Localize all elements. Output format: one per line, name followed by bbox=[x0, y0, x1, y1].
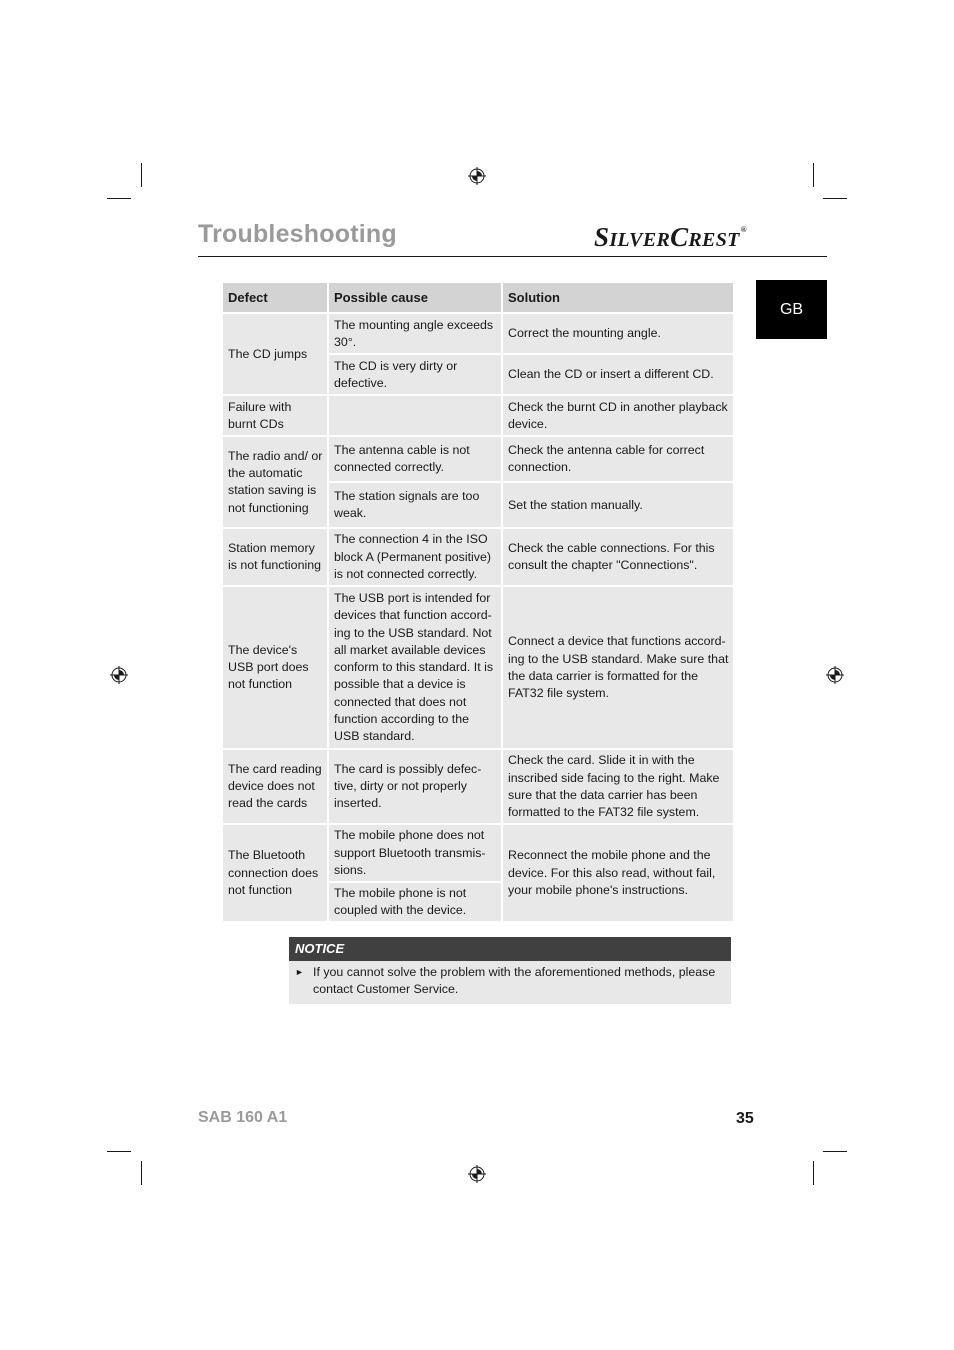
table-header-row bbox=[222, 282, 734, 313]
language-tab: GB bbox=[756, 280, 827, 339]
table-row bbox=[222, 528, 734, 586]
table-row bbox=[222, 586, 734, 749]
defect-cell: The radio and/ or the automatic station saving is not functioning bbox=[222, 436, 328, 528]
cause-cell: The USB port is intended for devices that function according to the USB standard. Not all market available devices conform to this standard. It is possible that a device is connected that does not function according to the USB standard. bbox=[328, 586, 502, 749]
column-header-solution: Solution bbox=[502, 282, 734, 313]
cause-cell: The connection 4 in the ISO block A (Permanent positive) is not connected correctly. bbox=[328, 528, 502, 586]
cause-cell: The station signals are too weak. bbox=[328, 482, 502, 528]
defect-cell: The Bluetooth connection does not function bbox=[222, 824, 328, 922]
model-number: SAB 160 A1 bbox=[198, 1109, 288, 1126]
solution-cell: Clean the CD or insert a different CD. bbox=[502, 354, 734, 395]
crop-mark bbox=[141, 163, 142, 187]
crop-mark bbox=[107, 198, 131, 199]
crop-mark bbox=[813, 1161, 814, 1185]
cause-cell: The mobile phone is not coupled with the device. bbox=[328, 882, 502, 922]
crop-mark bbox=[141, 1161, 142, 1185]
table-row bbox=[222, 749, 734, 824]
brand-logo: SILVERCREST® bbox=[594, 222, 747, 252]
crop-mark bbox=[107, 1151, 131, 1152]
defect-cell: The device's USB port does not function bbox=[222, 586, 328, 749]
bullet-arrow-icon: ► bbox=[295, 967, 304, 977]
crop-mark bbox=[823, 1151, 847, 1152]
registration-mark-icon bbox=[468, 1165, 486, 1183]
notice-heading: NOTICE bbox=[289, 937, 731, 961]
solution-cell: Reconnect the mobile phone and the device. For this also read, without fail, your mobile phone's instructions. bbox=[502, 824, 734, 922]
table-row bbox=[222, 436, 734, 482]
crop-mark bbox=[813, 163, 814, 187]
table-row bbox=[222, 395, 734, 436]
registration-mark-icon bbox=[110, 666, 128, 684]
column-header-defect: Defect bbox=[222, 282, 328, 313]
column-header-cause: Possible cause bbox=[328, 282, 502, 313]
defect-cell: The CD jumps bbox=[222, 313, 328, 395]
defect-cell: Station memory is not functioning bbox=[222, 528, 328, 586]
defect-cell: Failure with burnt CDs bbox=[222, 395, 328, 436]
solution-cell: Set the station manually. bbox=[502, 482, 734, 528]
notice-box bbox=[289, 937, 731, 1004]
solution-cell: Check the burnt CD in another playback device. bbox=[502, 395, 734, 436]
notice-body bbox=[289, 961, 731, 1004]
cause-cell: The antenna cable is not connected correctly. bbox=[328, 436, 502, 482]
table-row bbox=[222, 824, 734, 882]
registration-mark-icon bbox=[468, 167, 486, 185]
cause-cell: The mounting angle exceeds 30°. bbox=[328, 313, 502, 354]
solution-cell: Check the card. Slide it in with the inscribed side facing to the right. Make sure that the data carrier has been formatted to the FAT32 file system. bbox=[502, 749, 734, 824]
header-rule bbox=[198, 256, 827, 257]
defect-cell: The card reading device does not read the cards bbox=[222, 749, 328, 824]
cause-cell: The mobile phone does not support Bluetooth transmissions. bbox=[328, 824, 502, 882]
table-row bbox=[222, 313, 734, 354]
page-number: 35 bbox=[736, 1110, 754, 1127]
solution-cell: Check the cable connections. For this consult the chapter "Connections". bbox=[502, 528, 734, 586]
solution-cell: Connect a device that functions according to the USB standard. Make sure that the data carrier is formatted for the FAT32 file system. bbox=[502, 586, 734, 749]
troubleshooting-table bbox=[221, 281, 735, 923]
solution-cell: Check the antenna cable for correct connection. bbox=[502, 436, 734, 482]
solution-cell: Correct the mounting angle. bbox=[502, 313, 734, 354]
crop-mark bbox=[823, 198, 847, 199]
cause-cell: The card is possibly defective, dirty or not properly inserted. bbox=[328, 749, 502, 824]
registration-mark-icon bbox=[826, 666, 844, 684]
cause-cell: The CD is very dirty or defective. bbox=[328, 354, 502, 395]
page-title: Troubleshooting bbox=[198, 220, 397, 248]
notice-text: If you cannot solve the problem with the aforementioned methods, please contact Customer Service. bbox=[313, 965, 716, 997]
cause-cell bbox=[328, 395, 502, 436]
